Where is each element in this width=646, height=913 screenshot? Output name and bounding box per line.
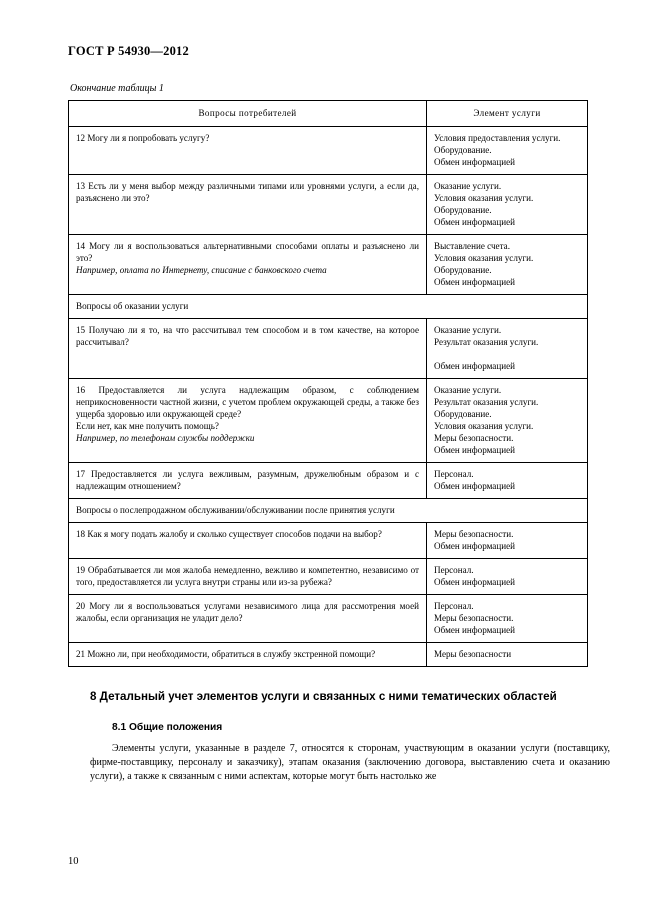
table-row bbox=[69, 559, 588, 595]
table-cell-element: Персонал. Меры безопасности. Обмен информацией bbox=[427, 595, 588, 643]
table-cell-question-note: Например, оплата по Интернету, списание с банковского счета bbox=[76, 265, 327, 275]
column-header-questions: Вопросы потребителей bbox=[69, 101, 427, 127]
table-cell-question: 12 Могу ли я попробовать услугу? bbox=[69, 127, 427, 175]
table-cell-question: 20 Могу ли я воспользоваться услугами независимого лица для рассмотрения моей жалобы, если организация не уладит дело? bbox=[69, 595, 427, 643]
table-cell-question: 14 Могу ли я воспользоваться альтернативными способами оплаты и разъяснено ли это? Например, оплата по Интернету, списание с банковского счета bbox=[69, 235, 427, 295]
page-number: 10 bbox=[68, 856, 79, 867]
section-paragraph: Элементы услуги, указанные в разделе 7, относятся к сторонам, участвующим в оказании услуги (поставщику, фирме-поставщику, персоналу и заказчику), этапам оказания (заключению договора, выставлению счета и оказанию услуги), а также к связанным с ними аспектам, которые могут быть настолько же bbox=[90, 742, 610, 783]
table-cell-question: 16 Предоставляется ли услуга надлежащим образом, с соблюдением неприкосновенности частной жизни, с учетом проблем окружающей среды, а также без ущерба здоровью или окружающей среде? Если нет, как мне получить помощь? Например, по телефонам службы поддержки bbox=[69, 379, 427, 463]
table-row bbox=[69, 643, 588, 667]
table-row bbox=[69, 379, 588, 463]
table-row bbox=[69, 463, 588, 499]
table-caption: Окончание таблицы 1 bbox=[70, 83, 164, 94]
section-heading: 8 Детальный учет элементов услуги и связанных с ними тематических областей bbox=[90, 690, 557, 703]
table-cell-question: 18 Как я могу подать жалобу и сколько существует способов подачи на выбор? bbox=[69, 523, 427, 559]
table-cell-element: Персонал. Обмен информацией bbox=[427, 463, 588, 499]
table-cell-question: 21 Можно ли, при необходимости, обратиться в службу экстренной помощи? bbox=[69, 643, 427, 667]
table-row bbox=[69, 499, 588, 523]
table-row bbox=[69, 235, 588, 295]
table-row bbox=[69, 127, 588, 175]
table-row bbox=[69, 595, 588, 643]
table-cell-group-heading: Вопросы об оказании услуги bbox=[69, 295, 588, 319]
table-cell-element: Оказание услуги. Результат оказания услуги. Обмен информацией bbox=[427, 319, 588, 379]
table-cell-element: Меры безопасности bbox=[427, 643, 588, 667]
table-header-row bbox=[69, 101, 588, 127]
table-row bbox=[69, 295, 588, 319]
subsection-heading: 8.1 Общие положения bbox=[112, 721, 223, 733]
table-cell-element: Оказание услуги. Результат оказания услуги. Оборудование. Условия оказания услуги. Меры безопасности. Обмен информацией bbox=[427, 379, 588, 463]
service-elements-table bbox=[68, 100, 588, 667]
table-body bbox=[69, 127, 588, 667]
table-cell-element: Выставление счета. Условия оказания услуги. Оборудование. Обмен информацией bbox=[427, 235, 588, 295]
table-cell-element: Меры безопасности. Обмен информацией bbox=[427, 523, 588, 559]
table-cell-group-heading: Вопросы о послепродажном обслуживании/обслуживании после принятия услуги bbox=[69, 499, 588, 523]
table-cell-question-note: Например, по телефонам службы поддержки bbox=[76, 433, 255, 443]
table-cell-question: 19 Обрабатывается ли моя жалоба немедленно, вежливо и компетентно, независимо от того, предоставляется ли услуга внутри страны или из-за рубежа? bbox=[69, 559, 427, 595]
table-cell-element: Условия предоставления услуги. Оборудование. Обмен информацией bbox=[427, 127, 588, 175]
table-cell-question: 17 Предоставляется ли услуга вежливым, разумным, дружелюбным образом и с надлежащим отношением? bbox=[69, 463, 427, 499]
table-cell-element: Персонал. Обмен информацией bbox=[427, 559, 588, 595]
column-header-element: Элемент услуги bbox=[427, 101, 588, 127]
table-cell-question: 13 Есть ли у меня выбор между различными типами или уровнями услуги, а если да, разъяснено ли это? bbox=[69, 175, 427, 235]
table-cell-question: 15 Получаю ли я то, на что рассчитывал тем способом и в том качестве, на которое рассчитывал? bbox=[69, 319, 427, 379]
table-row bbox=[69, 175, 588, 235]
page-title: ГОСТ Р 54930—2012 bbox=[68, 44, 189, 58]
table-cell-element: Оказание услуги. Условия оказания услуги. Оборудование. Обмен информацией bbox=[427, 175, 588, 235]
table-row bbox=[69, 523, 588, 559]
table-row bbox=[69, 319, 588, 379]
